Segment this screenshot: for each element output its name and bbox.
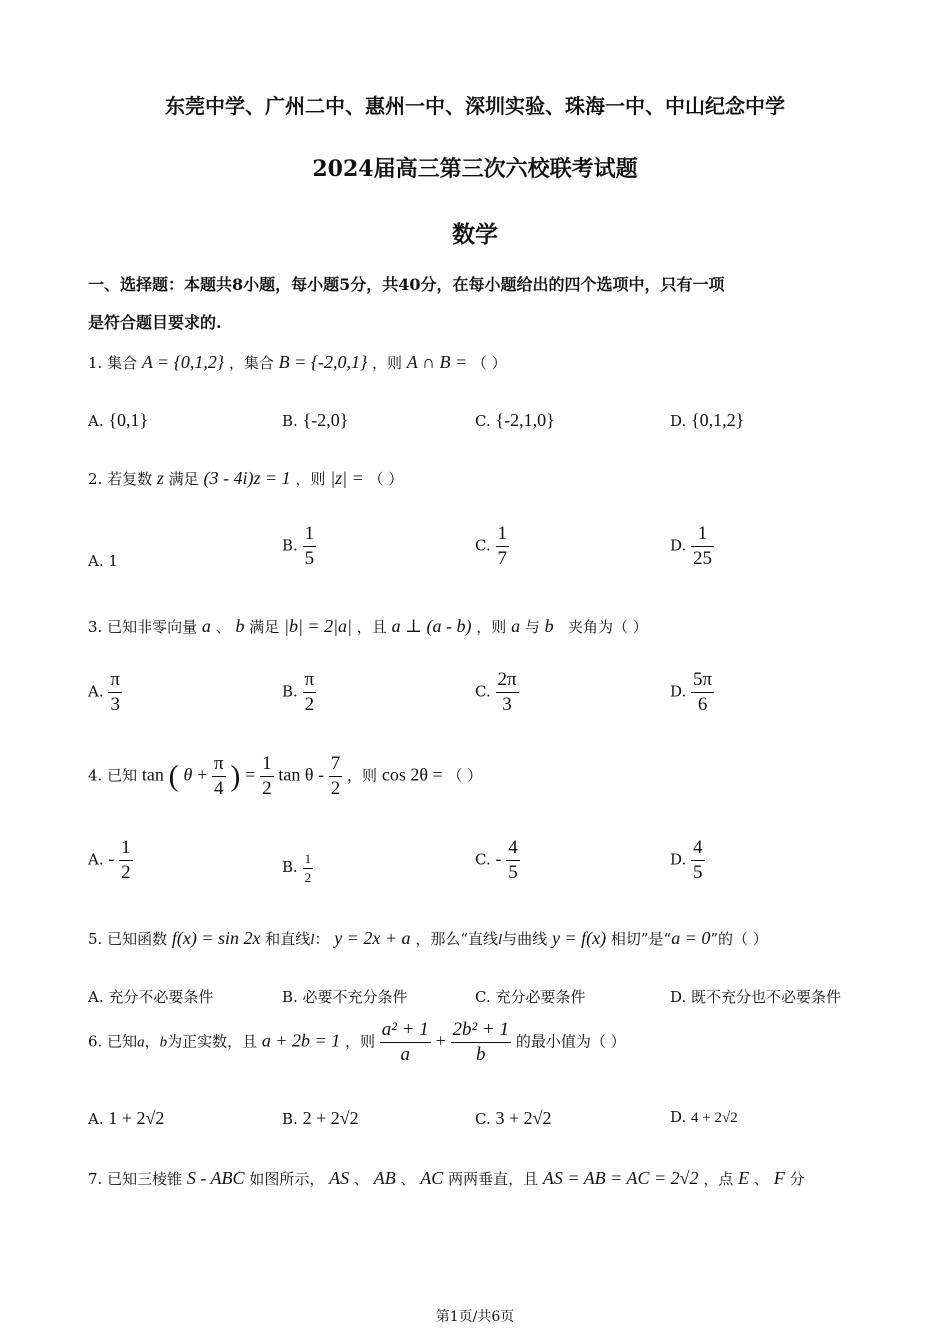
q6-then: ，则	[344, 1032, 375, 1051]
q3-with: 与	[524, 618, 540, 636]
fraction: $\frac{4}{5}$	[508, 837, 518, 883]
q1-set-b: B = {-2,0,1}	[278, 352, 368, 372]
option-label: B.	[282, 536, 298, 555]
q6-option-c[interactable]	[475, 1108, 552, 1129]
option-label: C.	[475, 536, 491, 555]
option-label: D.	[670, 412, 687, 430]
q7-pyramid: S - ABC	[186, 1168, 245, 1188]
q7-mid2: 两两垂直，且	[448, 1170, 539, 1188]
option-label: C.	[475, 850, 491, 869]
option-label: D.	[670, 682, 687, 701]
option-label: C.	[475, 412, 491, 430]
q2-option-d[interactable]	[670, 524, 714, 569]
q3-then: ，则	[476, 618, 507, 636]
fraction: $\frac{\pi}{4}$	[214, 753, 224, 799]
question-7	[88, 1168, 804, 1189]
q6-b: b	[159, 1034, 168, 1051]
q1-then: ，则	[372, 354, 403, 372]
q5-function: f(x) = sin 2x	[171, 928, 261, 948]
option-label: B.	[282, 412, 298, 430]
q1-prefix: 1. 集合	[88, 354, 138, 372]
option-value: {0,1}	[108, 410, 149, 430]
q2-mid: 满足	[168, 470, 199, 488]
minus-sign: -	[108, 848, 115, 869]
vector-a: a	[201, 616, 211, 636]
q2-option-a[interactable]	[88, 552, 118, 570]
q3-perpendicular: a ⊥ (a - b)	[391, 616, 472, 636]
option-label: D.	[670, 1108, 687, 1126]
q6-prefix: 6. 已知	[88, 1032, 138, 1051]
fraction: $\frac{1}{7}$	[497, 523, 507, 569]
q7-equation: AS = AB = AC = 2√2	[542, 1168, 699, 1188]
q2-abs: |z| =	[330, 468, 364, 488]
option-value: 4 + 2√2	[691, 1110, 738, 1126]
option-value: 2 + 2√2	[302, 1108, 359, 1128]
q1-option-d[interactable]	[670, 410, 744, 431]
q4-option-a[interactable]	[88, 838, 133, 883]
question-2	[88, 468, 403, 489]
fraction: $\frac{\text{2b² + 1}}{b}$	[452, 1019, 510, 1065]
option-label: A. 1	[88, 552, 118, 570]
fraction: $\frac{5\pi}{6}$	[693, 669, 713, 715]
q2-prefix: 2. 若复数	[88, 470, 153, 488]
q6-a: a	[137, 1034, 145, 1051]
q5-mid: 和直线	[265, 930, 311, 948]
fraction: $\frac{1}{2}$	[121, 837, 131, 883]
q4-paren-left: (	[168, 759, 179, 793]
q3-mid: 满足	[249, 618, 280, 636]
option-label: C.	[475, 1110, 491, 1128]
q7-mid: 如图所示，	[249, 1170, 325, 1188]
subject-title: 数学	[452, 221, 498, 248]
q4-equals: =	[245, 764, 256, 785]
q4-option-c[interactable]	[475, 838, 520, 883]
q4-plus: +	[197, 764, 208, 785]
fraction: $\frac{2\pi}{3}$	[497, 669, 517, 715]
fraction: $\frac{1}{2}$	[304, 851, 312, 885]
q5-l2: l	[498, 932, 503, 948]
fraction: $\frac{\pi}{2}$	[304, 669, 315, 715]
option-label: A.	[88, 850, 104, 869]
q2-option-c[interactable]	[475, 524, 509, 569]
vector-b-2: b	[544, 616, 554, 636]
option-label: D.	[670, 536, 687, 555]
q5-text3: 相切”是“	[610, 930, 672, 948]
q7-prefix: 7. 已知三棱锥	[88, 1170, 183, 1188]
q2-option-b[interactable]	[282, 524, 316, 569]
vector-b: b	[235, 616, 245, 636]
exam-title: 2024届高三第三次六校联考试题	[312, 156, 638, 182]
q1-option-c[interactable]	[475, 410, 555, 431]
q7-sep2: 、	[400, 1170, 416, 1188]
option-label: A.	[88, 1110, 104, 1128]
q5-curve: y = f(x)	[551, 928, 607, 948]
question-4	[88, 754, 482, 799]
q3-option-d[interactable]	[670, 670, 714, 715]
q4-tan2: tan θ -	[278, 764, 324, 785]
question-3	[88, 616, 648, 637]
school-list: 东莞中学、广州二中、惠州一中、深圳实验、珠海一中、中山纪念中学	[165, 94, 785, 118]
option-value: 3 + 2√2	[495, 1108, 552, 1128]
question-1	[88, 352, 507, 373]
option-value: {-2,0}	[302, 410, 349, 430]
option-label: D.	[670, 850, 687, 869]
option-value: {0,1,2}	[691, 410, 745, 430]
page-number: 第1页/共6页	[435, 1309, 515, 1325]
q5-prefix: 5. 已知函数	[88, 930, 168, 948]
q1-option-b[interactable]	[282, 410, 348, 431]
q7-as: AS	[329, 1168, 350, 1188]
q4-prefix: 4. 已知	[88, 766, 138, 785]
q6-comma: ，	[144, 1032, 160, 1051]
q6-plus: +	[435, 1030, 446, 1051]
q5-option-b[interactable]: B. 必要不充分条件	[282, 988, 408, 1006]
q2-paren: （ ）	[368, 470, 404, 488]
q6-option-d[interactable]	[670, 1108, 738, 1127]
q1-set-a: A = {0,1,2}	[141, 352, 225, 372]
q3-option-a[interactable]	[88, 670, 122, 715]
q5-text2: 与曲线	[502, 930, 548, 948]
fraction: $\frac{1}{2}$	[262, 753, 272, 799]
q1-paren: （ ）	[471, 354, 507, 372]
question-5	[88, 928, 768, 949]
option-label: B.	[282, 858, 298, 877]
q1-option-a[interactable]	[88, 410, 148, 431]
q5-l: l	[310, 932, 315, 948]
q3-option-c[interactable]	[475, 670, 519, 715]
vector-a-2: a	[511, 616, 521, 636]
q5-text4: ”的（ ）	[710, 930, 768, 948]
q4-option-d[interactable]	[670, 838, 705, 883]
q4-paren: （ ）	[447, 766, 483, 785]
option-label: B.	[282, 682, 298, 701]
option-value: {-2,1,0}	[495, 410, 555, 430]
option-label: A.	[88, 412, 104, 430]
q3-condition: |b| = 2|a|	[284, 616, 352, 636]
section-heading-line1: 一、选择题：本题共8小题，每小题5分，共40分，在每小题给出的四个选项中，只有一项	[88, 275, 725, 294]
fraction: $\frac{\text{a² + 1}}{a}$	[381, 1019, 429, 1065]
q3-tail: 夹角为（ ）	[567, 618, 648, 636]
fraction: $\frac{4}{5}$	[693, 837, 703, 883]
fraction: $\frac{\pi}{3}$	[110, 669, 120, 715]
section-heading-line2: 是符合题目要求的.	[88, 313, 222, 332]
q5-option-d[interactable]: D. 既不充分也不必要条件	[670, 988, 842, 1006]
fraction: $\frac{1}{5}$	[304, 523, 315, 569]
q5-line: y = 2x + a	[334, 928, 411, 948]
q1-mid: ，集合	[228, 354, 274, 372]
q3-option-b[interactable]	[282, 670, 316, 715]
q2-var: z	[156, 468, 164, 488]
q7-f: F	[773, 1168, 785, 1188]
question-6	[88, 1020, 626, 1065]
q5-colon: ：	[314, 930, 330, 948]
q2-then: ，则	[295, 470, 326, 488]
q4-tan: tan	[141, 764, 164, 785]
fraction: $\frac{1}{25}$	[693, 523, 713, 569]
q6-tail: 的最小值为（ ）	[515, 1032, 626, 1051]
q7-ab: AB	[373, 1168, 396, 1188]
q3-sep: 、	[215, 618, 231, 636]
option-label: A.	[88, 682, 104, 701]
q1-expr: A ∩ B =	[406, 352, 468, 372]
q6-option-b[interactable]	[282, 1108, 359, 1129]
q6-option-a[interactable]	[88, 1108, 164, 1129]
q3-prefix: 3. 已知非零向量	[88, 618, 198, 636]
q4-cos: cos 2θ =	[381, 764, 443, 785]
q7-sep1: 、	[353, 1170, 369, 1188]
q7-then: ，点	[703, 1170, 734, 1188]
q7-ac: AC	[420, 1168, 444, 1188]
option-label: C.	[475, 682, 491, 701]
q5-text1: ，那么“直线	[415, 930, 498, 948]
fraction: $\frac{7}{2}$	[330, 753, 341, 799]
q5-option-c[interactable]: C. 充分必要条件	[475, 988, 586, 1006]
q5-option-a[interactable]: A. 充分不必要条件	[88, 988, 214, 1006]
q7-e: E	[738, 1168, 750, 1188]
q7-sep3: 、	[753, 1170, 769, 1188]
option-label: B.	[282, 1110, 298, 1128]
q4-option-b[interactable]	[282, 852, 313, 884]
q6-mid: 为正实数，且	[167, 1032, 258, 1051]
q4-then: ，则	[347, 766, 378, 785]
q4-paren-right: )	[230, 759, 241, 793]
option-value: 1 + 2√2	[108, 1108, 165, 1128]
minus-sign: -	[495, 848, 502, 869]
q4-theta: θ	[183, 764, 193, 785]
q3-and: ，且	[356, 618, 387, 636]
q6-condition: a + 2b = 1	[261, 1030, 341, 1051]
q7-tail: 分	[789, 1170, 805, 1188]
q2-equation: (3 - 4i)z = 1	[203, 468, 291, 488]
q5-cond: a = 0	[671, 928, 711, 948]
